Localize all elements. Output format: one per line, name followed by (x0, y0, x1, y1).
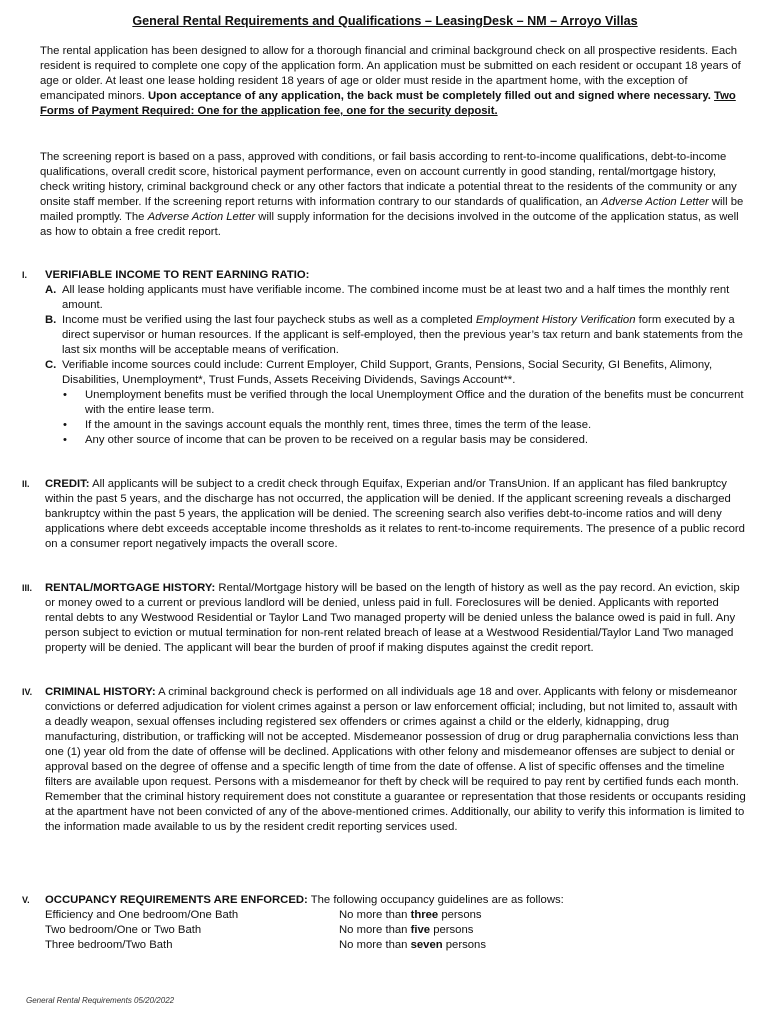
table-row (45, 923, 746, 938)
limit-prefix: No more than (339, 939, 411, 951)
table-row (45, 938, 746, 953)
bullet-icon: • (63, 434, 67, 446)
section-text: All applicants will be subject to a credit check through Equifax, Experian and/or TransUnion. If an applicant has filed bankruptcy within the past 5 years, and the discharge has not occurred, the application will be denied. If the applicant screening reveals a discharged bankruptcy within the past 5 years, the application will be denied. The screening search also verifies debt-to-income ratios and will deny applications where debt exceeds acceptable income thresholds as it relates to rent-to-income requirements. The presence of a public record on a consumer report negatively impacts the overall score. (45, 478, 745, 550)
intro-text: The rental application has been designed to allow for a thorough financial and criminal background check on all prospective residents. Each resident is required to complete one copy of the application form. An application must be submitted on each resident or occupant 18 years of age or older. At least one lease holding resident 18 years of age or older must reside in the apartment home, with the exception of emancipated minors. (40, 45, 741, 102)
table-row (45, 908, 746, 923)
occupancy-table (45, 908, 746, 953)
bullet-text: Unemployment benefits must be verified through the local Unemployment Office and the duration of the benefits must be concurrent with the entire lease term. (85, 389, 744, 416)
item-label: A. (45, 284, 57, 296)
screening-paragraph (40, 150, 746, 240)
section-numeral: IV. (22, 687, 33, 697)
bullet-icon: • (63, 389, 67, 401)
list-item-b (45, 313, 746, 358)
item-text: Verifiable income sources could include: Current Employer, Child Support, Grants, Pensions, Social Security, GI Benefits, Alimony, Disabilities, Unemployment*, Trust Funds, Assets Receiving Dividends, Savings Account**. (62, 359, 713, 386)
section-text: Rental/Mortgage history will be based on the length of history as well as the pay record. An eviction, skip or money owed to a current or previous landlord will be denied, unless paid in full. Foreclosures will be denied. Applicants with reported rental debts to any Westwood Residential or Taylor Land Two managed property will be denied unless the balance owed is paid in full. Any person subject to eviction or mutual termination for non-rent related breach of lease at a Westwood Residential/Taylor Land Two managed property will be denied. The applicant will bear the burden of proof if making disputes against the credit report. (45, 582, 740, 654)
page-footer: General Rental Requirements 05/20/2022 (26, 996, 175, 1005)
limit-prefix: No more than (339, 909, 411, 921)
list-item-c (45, 358, 746, 388)
limit-suffix: persons (438, 909, 482, 921)
limit-count: seven (410, 939, 443, 951)
item-text: All lease holding applicants must have verifiable income. The combined income must be at least two and a half times the monthly rent amount. (62, 284, 730, 311)
bullet-icon: • (63, 419, 67, 431)
section-credit (22, 477, 746, 552)
section-numeral: I. (22, 270, 28, 280)
page-title: General Rental Requirements and Qualifications – LeasingDesk – NM – Arroyo Villas (132, 14, 638, 28)
bullet-item (45, 433, 746, 448)
item-label: C. (45, 359, 57, 371)
screening-text-2: will be mailed promptly. The (40, 196, 744, 223)
unit-type: Two bedroom/One or Two Bath (45, 924, 202, 936)
section-heading: RENTAL/MORTGAGE HISTORY: (45, 582, 216, 594)
screening-text-3: will supply information for the decisions involved in the outcome of the application status, as well as how to obtain a free credit report. (40, 211, 739, 238)
limit-suffix: persons (442, 939, 486, 951)
item-label: B. (45, 314, 57, 326)
employment-verification-term: Employment History Verification (475, 314, 636, 326)
item-text: Income must be verified using the last four paycheck stubs as well as a completed (62, 314, 476, 326)
section-rental-history (22, 581, 746, 656)
limit-count: five (410, 924, 431, 936)
list-item-a (45, 283, 746, 313)
section-heading: CREDIT: (45, 478, 90, 490)
section-heading: OCCUPANCY REQUIREMENTS ARE ENFORCED: (45, 894, 308, 906)
section-heading: VERIFIABLE INCOME TO RENT EARNING RATIO: (45, 269, 310, 281)
screening-text-1: The screening report is based on a pass, approved with conditions, or fail basis according to rent-to-income qualifications, debt-to-income qualifications, overall credit score, historical payment performance, even on account currently in good standing, rental/mortgage history, check writing history, criminal background check or any other factors that indicate a potential threat to the residents of the community or any onsite staff member. If the screening report returns with information contrary to our standards of qualification, an (40, 151, 737, 208)
bullet-item (45, 418, 746, 433)
bullet-text: If the amount in the savings account equals the monthly rent, times three, times the term of the lease. (85, 419, 592, 431)
occupancy-limit (339, 923, 473, 938)
section-occupancy (22, 893, 746, 953)
section-heading: CRIMINAL HISTORY: (45, 686, 156, 698)
section-criminal-history (22, 685, 746, 835)
section-numeral: V. (22, 895, 30, 905)
unit-type: Three bedroom/Two Bath (45, 939, 173, 951)
section-income (22, 268, 746, 448)
section-text: A criminal background check is performed on all individuals age 18 and over. Applicants with felony or misdemeanor convictions or deferred adjudication for violent crimes against a person or law enforcement official; including, but not limited to, assault with a deadly weapon, sexual offenses including registered sex offenders or crimes against a child or the elderly, kidnapping, drug manufacturing, distribution, or trafficking will not be accepted. Misdemeanor possession of drug or drug paraphernalia convictions less than one (1) year old from the date of offense will be declined. Applications with other felony and misdemeanor offenses are subject to denial or approval based on the degree of offense and a specific length of time from the date of offense. A list of specific offenses and the timeline filters are available upon request. Persons with a misdemeanor for theft by check will be required to pay rent by certified funds each month. Remember that the criminal history requirement does not constitute a guarantee or representation that those residents or occupants residing at the apartment have not been convicted of any of the above-mentioned crimes. Additionally, our ability to verify this information is limited to the information made available to us by the resident credit reporting services used. (45, 686, 746, 833)
item-text: form executed by a direct supervisor or human resources. If the applicant is self-employed, then the previous year’s tax return and bank statements from the last six months will be acceptable means of verification. (62, 314, 743, 356)
intro-bold-text: Upon acceptance of any application, the back must be completely filled out and signed where necessary. (148, 90, 715, 102)
limit-suffix: persons (430, 924, 474, 936)
bullet-item (45, 388, 746, 418)
limit-prefix: No more than (339, 924, 411, 936)
limit-count: three (410, 909, 439, 921)
adverse-action-term-2: Adverse Action Letter (147, 211, 256, 223)
bullet-text: Any other source of income that can be proven to be received on a regular basis may be considered. (85, 434, 589, 446)
adverse-action-term-1: Adverse Action Letter (601, 196, 709, 208)
occupancy-limit (339, 938, 486, 953)
section-numeral: II. (22, 479, 30, 489)
intro-underlined-text: Two Forms of Payment Required: One for the application fee, one for the security deposit. (40, 90, 736, 117)
section-text: The following occupancy guidelines are as follows: (307, 894, 564, 906)
unit-type: Efficiency and One bedroom/One Bath (45, 909, 239, 921)
occupancy-limit (339, 908, 482, 923)
section-numeral: III. (22, 583, 33, 593)
intro-paragraph (40, 44, 746, 119)
